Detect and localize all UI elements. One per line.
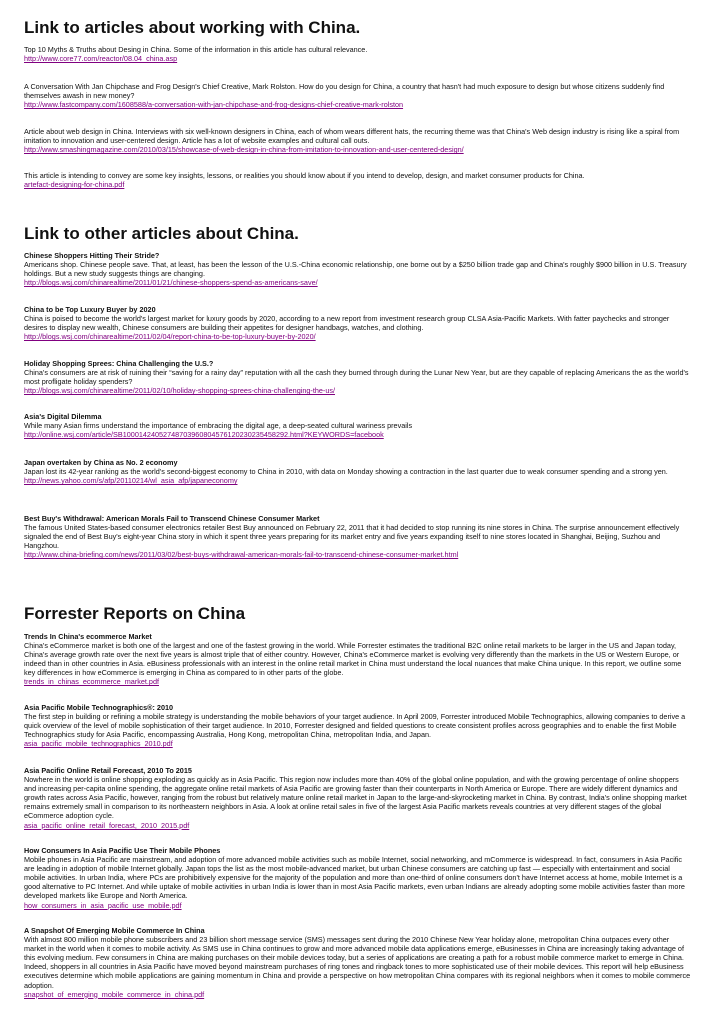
item-title: Asia's Digital Dilemma bbox=[24, 412, 102, 421]
item-link[interactable]: http://blogs.wsj.com/chinarealtime/2011/02/04/report-china-to-be-top-luxury-buyer-by-2020/ bbox=[24, 332, 316, 342]
item-description: China's eCommerce market is both one of the largest and one of the fastest growing in the world. While Forrester estimates the traditional B2C online retail markets to be larger in the US and Japan today, China's average growth rate over the next five years is almost triple that of either country. However, China's eCommerce market is evolving very differently than the markets in the US or Western Europe, or indeed than in other countries in Asia. eBusiness professionals with an interest in the online retail market in China must understand the local nuances that make China unique. In this report, we outline some key differences in how eCommerce is emerging in China as compared to in other parts of the globe. bbox=[24, 641, 682, 678]
list-item bbox=[24, 412, 692, 439]
item-description: While many Asian firms understand the importance of embracing the digital age, a deep-seated cultural wariness prevails bbox=[24, 421, 413, 431]
list-item bbox=[24, 926, 692, 999]
section-heading: Link to articles about working with China. bbox=[24, 18, 361, 37]
item-title: A Snapshot Of Emerging Mobile Commerce In China bbox=[24, 926, 205, 935]
item-description: A Conversation With Jan Chipchase and Frog Design's Chief Creative, Mark Rolston. How do you design for China, a country that hasn't had much exposure to design but whose citizens suddenly find themselves awash in new money? bbox=[24, 82, 665, 101]
item-description: The famous United States-based consumer electronics retailer Best Buy announced on February 22, 2011 that it had decided to stop running its nine stores in China. The surprise announcement effectively signaled the end of Best Buy's eight-year China story in which it spent three years preparing for its market entry and five years expanding itself to nine stores located in Shanghai, Beijing, Suzhou and Hangzhou. bbox=[24, 523, 680, 551]
list-item bbox=[24, 127, 692, 154]
item-link[interactable]: trends_in_chinas_ecommerce_market.pdf bbox=[24, 677, 159, 687]
item-link[interactable]: asia_pacific_online_retail_forecast,_2010_2015.pdf bbox=[24, 820, 190, 830]
item-link[interactable]: snapshot_of_emerging_mobile_commerce_in_china.pdf bbox=[24, 989, 205, 999]
item-description: This article is intending to convey are some key insights, lessons, or realities you should know about if you intend to develop, design, and market consumer products for China. bbox=[24, 171, 585, 180]
list-item bbox=[24, 82, 692, 109]
item-description: Article about web design in China. Interviews with six well-known designers in China, each of whom wears different hats, the recurring theme was that China's Web design industry is rising like a spiral from imitation to innovation and user-centered design. Article has a lot of website examples and cultural call outs. bbox=[24, 127, 680, 146]
section-heading: Link to other articles about China. bbox=[24, 224, 299, 243]
item-title: Best Buy's Withdrawal: American Morals Fail to Transcend Chinese Consumer Market bbox=[24, 514, 320, 523]
item-link[interactable]: http://blogs.wsj.com/chinarealtime/2011/02/10/holiday-shopping-sprees-china-challenging-the-us/ bbox=[24, 386, 335, 396]
item-link[interactable]: http://www.smashingmagazine.com/2010/03/15/showcase-of-web-design-in-china-from-imitation-to-innovation-and-user-centered-design/ bbox=[24, 145, 464, 155]
item-title: China to be Top Luxury Buyer by 2020 bbox=[24, 305, 156, 314]
item-description: The first step in building or refining a mobile strategy is understanding the mobile behaviors of your target audience. In April 2009, Forrester introduced Mobile Technographics, allowing companies to derive a quick overview of the level of mobile sophistication of their target audience. In 2010, Forrester designed and fielded questions to create consistent profiles across geographies and to enable the first Mobile Technographics study for Asia Pacific, encompassing Australia, Hong Kong, metropolitan China, metropolitan India, and Japan. bbox=[24, 712, 686, 740]
item-title: Holiday Shopping Sprees: China Challenging the U.S.? bbox=[24, 359, 214, 368]
item-link[interactable]: how_consumers_in_asia_pacific_use_mobile.pdf bbox=[24, 900, 182, 910]
item-title: Trends In China's ecommerce Market bbox=[24, 632, 152, 641]
list-item bbox=[24, 632, 692, 687]
list-item bbox=[24, 305, 692, 341]
list-item bbox=[24, 703, 692, 748]
item-link[interactable]: http://www.core77.com/reactor/08.04_china.asp bbox=[24, 54, 178, 64]
item-link[interactable]: http://online.wsj.com/article/SB10001424052748703960804576120230235458292.html?KEYWORDS=facebook bbox=[24, 430, 384, 440]
item-link[interactable]: http://www.china-briefing.com/news/2011/03/02/best-buys-withdrawal-american-morals-fail-to-transcend-chinese-consumer-market.html bbox=[24, 550, 459, 560]
list-item bbox=[24, 359, 692, 395]
item-description: China's consumers are at risk of ruining their “saving for a rainy day” reputation with all the cash they burned through during the Lunar New Year, but are they capable of replacing Americans the as the world's most profligate holiday spenders? bbox=[24, 368, 689, 387]
item-link[interactable]: http://news.yahoo.com/s/afp/20110214/wl_asia_afp/japaneconomy bbox=[24, 476, 238, 486]
item-link[interactable]: http://www.fastcompany.com/1608588/a-conversation-with-jan-chipchase-and-frog-designs-chief-creative-mark-rolston bbox=[24, 100, 404, 110]
item-link[interactable]: http://blogs.wsj.com/chinarealtime/2011/01/21/chinese-shoppers-spend-as-americans-save/ bbox=[24, 278, 318, 288]
item-description: Mobile phones in Asia Pacific are mainstream, and adoption of more advanced mobile activities such as mobile Internet, social networking, and mCommerce is widespread. In fact, consumers in Asia Pacific are leading in adoption of mobile Internet globally. Japan tops the list as the most mobile-advanced market, but urban Chinese consumers are catching up fast — especially with entertainment and social mobile activities. In urban India, where PCs are prohibitively expensive for the majority of the population and more than one-third of online consumers don't have Internet access at home, mobile Internet is a good alternative to PC Internet. And while uptake of mobile activities in urban India is lower than in most Asia Pacific markets, even urban Indians are already adopting some mobile activities faster than more developed markets like Europe and North America. bbox=[24, 855, 685, 901]
item-description: Top 10 Myths & Truths about Desing in China. Some of the information in this article has cultural relevance. bbox=[24, 45, 368, 54]
section-heading: Forrester Reports on China bbox=[24, 604, 246, 623]
item-link[interactable]: asia_pacific_mobile_technographics_2010.pdf bbox=[24, 739, 173, 749]
item-description: Japan lost its 42-year ranking as the world's second-biggest economy to China in 2010, with data on Monday showing a contraction in the last quarter due to weak consumer spending and a strong yen. bbox=[24, 467, 668, 477]
list-item bbox=[24, 251, 692, 287]
item-description: China is poised to become the world's largest market for luxury goods by 2020, according to a new report from investment research group CLSA Asia-Pacific Markets. With fatter paychecks and stronger desires to display new wealth, Chinese consumers are building their appetites for designer handbags, watches, and clothing. bbox=[24, 314, 670, 333]
item-title: Asia Pacific Mobile Technographics®: 2010 bbox=[24, 703, 174, 712]
item-title: Asia Pacific Online Retail Forecast, 2010 To 2015 bbox=[24, 766, 192, 775]
list-item bbox=[24, 45, 692, 63]
item-description: Americans shop. Chinese people save. That, at least, has been the lesson of the U.S.-China economic relationship, one borne out by a $250 billion trade gap and China's roughly $900 billion in U.S. Treasury holdings. But a new study suggests things are changing. bbox=[24, 260, 687, 279]
list-item bbox=[24, 171, 692, 189]
list-item bbox=[24, 458, 692, 485]
item-title: Chinese Shoppers Hitting Their Stride? bbox=[24, 251, 160, 260]
item-description: With almost 800 million mobile phone subscribers and 23 billion short message service (SMS) messages sent during the 2010 Chinese New Year holiday alone, metropolitan China outpaces every other market in the world when it comes to mobile activity. As SMS use in China continues to grow and more advanced mobile data applications emerge, eBusinesses in China are increasingly taking advantage of this evolving medium. Few consumers in China are making purchases on their mobile devices today, but a series of applications are creating a path for a robust mobile commerce market to emerge in China. Indeed, shoppers in all countries in Asia Pacific have moved beyond mainstream purchases of ring tones and ringback tones to more sophisticated use of their mobile devices. This report will help eBusiness executives determine which mobile applications are gaining momentum in China and provide a perspective on how metropolitan China compares with its regional neighbors when it comes to mobile commerce adoption. bbox=[24, 935, 691, 990]
item-description: Nowhere in the world is online shopping exploding as quickly as in Asia Pacific. This region now includes more than 40% of the global online population, and with the growing percentage of online shoppers and increasing per-capita online spending, the aggregate online retail markets of Asia Pacific are growing faster than their counterparts in North America or Europe. There are widely different dynamics and growth rates across Asia Pacific, however, ranging from the robust but relatively mature online retail market in Japan to the large-and-skyrocketing market in China. By contrast, India's online shopping market remains extremely small in comparison to its northeastern neighbors in Asia. A look at online retail sales in five of the largest Asia Pacific markets reveals countries at very different stages of the global eCommerce adoption cycle. bbox=[24, 775, 687, 821]
list-item bbox=[24, 846, 692, 910]
item-title: How Consumers In Asia Pacific Use Their Mobile Phones bbox=[24, 846, 221, 855]
item-title: Japan overtaken by China as No. 2 economy bbox=[24, 458, 178, 467]
item-link[interactable]: artefact-designing-for-china.pdf bbox=[24, 180, 125, 190]
list-item bbox=[24, 514, 692, 559]
list-item bbox=[24, 766, 692, 830]
